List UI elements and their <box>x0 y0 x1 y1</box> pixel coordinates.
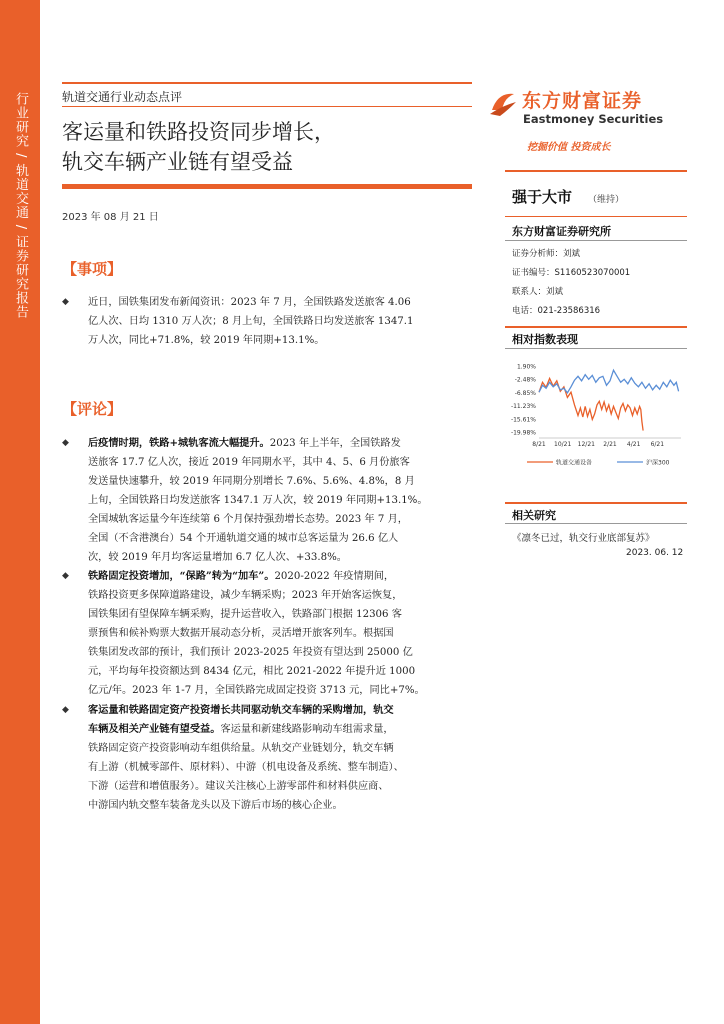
bold-lead: 铁路固定投资增加，“保路”转为“加车”。 <box>88 570 275 582</box>
y-tick-label: -19.98% <box>510 429 536 437</box>
x-tick-label: 10/21 <box>554 441 572 448</box>
chart-top-rule <box>505 326 687 328</box>
text-line: 上旬，全国铁路日均发送旅客 1347.1 万人次，较 2019 年同期+13.1%。 <box>88 495 428 506</box>
bold-lead: 车辆及相关产业链有望受益。 <box>88 723 221 735</box>
category-rule <box>62 106 472 107</box>
chart-title-rule <box>505 348 687 349</box>
text-line: 发送量快速攀升，较 2019 年同期分别增长 7.6%、5.6%、4.8%，8 月 <box>88 476 415 487</box>
certificate-number: 证书编号：S1160523070001 <box>512 268 631 278</box>
matters-paragraph <box>88 293 470 350</box>
sidebar-label: 行业研究 / 轨道交通 / 证券研究报告 <box>13 92 28 320</box>
bullet-icon: ◆ <box>62 571 69 581</box>
rating-top-rule <box>505 170 687 172</box>
brand-name-en: Eastmoney Securities <box>523 112 664 126</box>
series-line-1 <box>539 370 679 393</box>
title-line-2: 轨交车辆产业链有望受益 <box>62 150 293 174</box>
text-line: 铁路投资更多保障道路建设，减少车辆采购；2023 年开始客运恢复， <box>88 590 403 601</box>
text-line: 亿人次、日均 1310 万人次；8 月上旬，全国铁路日均发送旅客 1347.1 <box>88 316 414 327</box>
x-tick-label: 12/21 <box>577 441 595 448</box>
y-tick-label: 1.90% <box>516 363 536 371</box>
text-run: 2023 年上半年，全国铁路发 <box>269 438 401 449</box>
rating-note: （维持） <box>588 195 625 205</box>
phone-number: 电话：021-23586316 <box>512 306 601 316</box>
bold-lead: 后疫情时期，铁路+城轨客流大幅提升。 <box>88 437 270 449</box>
text-line: 全国（不含港澳台）54 个开通轨道交通的城市总客运量为 26.6 亿人 <box>88 533 399 544</box>
x-tick-label: 6/21 <box>650 441 665 448</box>
related-rule <box>505 523 687 524</box>
brand-name-cn: 东方财富证券 <box>522 90 643 112</box>
comment-paragraph-1 <box>88 434 470 567</box>
x-tick-label: 2/21 <box>603 441 617 448</box>
chart-title: 相对指数表现 <box>512 333 578 346</box>
comment-paragraph-2 <box>88 567 470 700</box>
text-line: 中游国内轨交整车装备龙头以及下游后市场的核心企业。 <box>88 800 343 811</box>
text-run: 2020-2022 年疫情期间， <box>274 571 395 582</box>
text-line: 近日，国铁集团发布新闻资讯：2023 年 7 月，全国铁路发送旅客 4.06 <box>88 297 411 308</box>
legend-label: 轨道交通设备 <box>556 459 593 467</box>
y-tick-label: -6.85% <box>514 389 536 397</box>
y-tick-label: -11.23% <box>510 403 536 411</box>
institute-rule <box>505 240 687 241</box>
x-tick-label: 4/21 <box>626 441 641 448</box>
bullet-icon: ◆ <box>62 705 69 715</box>
contact-person: 联系人：刘斌 <box>512 287 564 297</box>
top-rule <box>62 82 472 84</box>
text-line: 送旅客 17.7 亿人次，接近 2019 年同期水平，其中 4、5、6 月份旅客 <box>88 457 410 468</box>
matters-heading: 【事项】 <box>62 260 123 278</box>
text-line: 万人次，同比+71.8%，较 2019 年同期+13.1%。 <box>88 335 325 346</box>
text-line: 次，较 2019 年月均客运量增加 6.7 亿人次、+33.8%。 <box>88 552 347 563</box>
relative-index-chart <box>505 358 685 470</box>
text-line <box>88 720 470 739</box>
eastmoney-logo-icon <box>488 88 518 118</box>
text-line: 全国城轨客运量今年连续第 6 个月保持强劲增长态势。2023 年 7 月， <box>88 514 408 525</box>
x-tick-label: 8/21 <box>532 441 546 448</box>
text-line: 有上游（机械零部件、原材料）、中游（机电设备及系统、整车制造）、 <box>88 762 404 773</box>
report-title <box>62 117 472 177</box>
related-heading: 相关研究 <box>512 509 556 522</box>
bullet-icon: ◆ <box>62 297 69 307</box>
institute-name: 东方财富证券研究所 <box>512 225 611 238</box>
text-line: 铁路固定资产投资影响动车组供给量。从轨交产业链划分，轨交车辆 <box>88 743 394 754</box>
text-line: 票预售和候补购票大数据开展动态分析，灵活增开旅客列车。根据国 <box>88 628 394 639</box>
related-top-rule <box>505 502 687 504</box>
title-line-1: 客运量和铁路投资同步增长， <box>62 120 335 144</box>
text-line: 国铁集团有望保障车辆采购，提升运营收入，铁路部门根据 12306 客 <box>88 609 402 620</box>
text-line: 下游（运营和增值服务）。建议关注核心上游零部件和材料供应商、 <box>88 781 389 792</box>
y-tick-label: -2.48% <box>514 376 536 384</box>
text-line: 元，平均每年投资额达到 8434 亿元，相比 2021-2022 年提升近 1000 <box>88 666 416 677</box>
sidebar-band <box>0 0 40 1024</box>
text-line: 铁集团发改部的预计，我们预计 2023-2025 年投资有望达到 25000 亿 <box>88 647 413 658</box>
related-report-date: 2023. 06. 12 <box>626 548 684 558</box>
related-report-link[interactable]: 《凛冬已过，轨交行业底部复苏》 <box>512 533 655 544</box>
report-date: 2023 年 08 月 21 日 <box>62 212 159 223</box>
analyst: 证券分析师：刘斌 <box>512 249 581 259</box>
title-rule <box>62 184 472 189</box>
comment-heading: 【评论】 <box>62 400 123 418</box>
y-tick-label: -15.61% <box>510 416 536 424</box>
legend-label: 沪深300 <box>646 459 670 467</box>
report-category: 轨道交通行业动态点评 <box>62 90 183 104</box>
bold-lead: 客运量和铁路固定资产投资增长共同驱动轨交车辆的采购增加，轨交 <box>88 704 394 716</box>
rating-label: 强于大市 <box>512 188 573 206</box>
text-line <box>88 701 470 720</box>
text-line <box>88 567 470 586</box>
brand-slogan: 挖掘价值 投资成长 <box>527 142 611 153</box>
text-line: 亿元/年。2023 年 1-7 月，全国铁路完成固定投资 3713 元，同比+7%。 <box>88 685 425 696</box>
rating-rule <box>505 216 687 217</box>
bullet-icon: ◆ <box>62 438 69 448</box>
text-run: 客运量和新建线路影响动车组需求量， <box>220 724 394 735</box>
comment-paragraph-3 <box>88 701 470 815</box>
text-line <box>88 434 470 453</box>
